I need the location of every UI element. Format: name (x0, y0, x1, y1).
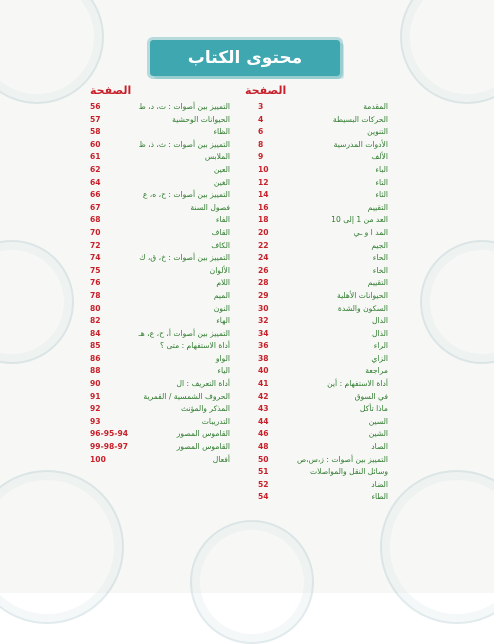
toc-entry (90, 416, 230, 429)
toc-entry-title: المذكر والمؤنث (181, 404, 230, 414)
toc-entry (258, 164, 388, 177)
toc-page-number: 16 (258, 202, 269, 212)
toc-page-number: 54 (258, 492, 269, 502)
toc-entry (258, 328, 388, 341)
toc-entry-title: التقييم (367, 202, 388, 212)
toc-page-number: 90 (90, 379, 101, 389)
toc-entry-title: الحاء (372, 253, 388, 263)
toc-entry (258, 151, 388, 164)
toc-page-number: 96-95-94 (90, 429, 129, 439)
toc-entry-title: الألف (371, 152, 388, 162)
toc-page-number: 41 (258, 379, 269, 389)
toc-page-number: 75 (90, 265, 101, 275)
toc-page-number: 70 (90, 227, 101, 237)
toc-page-number: 52 (258, 479, 269, 489)
toc-entry (258, 378, 388, 391)
toc-entry (258, 428, 388, 441)
title-banner (150, 40, 340, 76)
toc-entry-title: العين (213, 164, 230, 174)
toc-entry (258, 189, 388, 202)
toc-entry-title: أداة الاستفهام : أين (327, 379, 388, 389)
ornament-bottom-right (380, 470, 494, 624)
ornament-bottom-center (190, 520, 314, 644)
toc-entry-title: الميم (213, 290, 230, 300)
toc-entry-title: التاء (375, 177, 388, 187)
toc-entry-title: فصول السنة (190, 202, 230, 212)
toc-entry (258, 202, 388, 215)
toc-page-number: 30 (258, 303, 269, 313)
toc-entry (90, 340, 230, 353)
toc-entry-title: الجيم (371, 240, 388, 250)
toc-entry-title: الهاء (216, 316, 230, 326)
toc-entry (258, 340, 388, 353)
toc-entry-title: الحركات البسيطة (332, 114, 388, 124)
toc-page-number: 72 (90, 240, 101, 250)
toc-entry-title: التنوين (367, 127, 388, 137)
toc-page-number: 66 (90, 190, 101, 200)
toc-page-number: 20 (258, 227, 269, 237)
toc-page-number: 46 (258, 429, 269, 439)
toc-entry-title: التمييز بين أصوات أ، ح، ع، هـ (138, 328, 230, 338)
toc-entry (258, 214, 388, 227)
toc-entry-title: الضاد (371, 479, 388, 489)
toc-entry (90, 227, 230, 240)
toc-entry (90, 277, 230, 290)
toc-entry (90, 328, 230, 341)
toc-entry-title: أفعال (212, 454, 230, 464)
toc-page-number: 4 (258, 114, 264, 124)
toc-entry-title: الدال (371, 316, 388, 326)
toc-page-number: 91 (90, 391, 101, 401)
toc-entry (90, 202, 230, 215)
toc-page-number: 14 (258, 190, 269, 200)
toc-entry-title: الألوان (209, 265, 230, 275)
toc-page-number: 29 (258, 290, 269, 300)
toc-entry (258, 315, 388, 328)
toc-entry (90, 189, 230, 202)
toc-page-number: 84 (90, 328, 101, 338)
toc-page-number: 40 (258, 366, 269, 376)
toc-entry (90, 265, 230, 278)
toc-entry (90, 139, 230, 152)
toc-entry-title: السين (368, 416, 388, 426)
toc-entry (258, 454, 388, 467)
toc-entry-title: التمييز بين أصوات : ت، د، ط (138, 102, 230, 111)
toc-page-number: 38 (258, 353, 269, 363)
toc-entry (90, 303, 230, 316)
toc-entry-title: الطاء (371, 492, 388, 502)
toc-page-number: 100 (90, 454, 106, 464)
toc-entry-title: التقييم (367, 278, 388, 288)
left-column-page-header: الصفحة (90, 84, 132, 97)
toc-page-number: 76 (90, 278, 101, 288)
right-column-page-header: الصفحة (245, 84, 287, 97)
toc-entry-title: الراء (373, 341, 388, 351)
toc-page-number: 57 (90, 114, 101, 124)
toc-page-number: 67 (90, 202, 101, 212)
toc-entry-title: النون (213, 303, 230, 313)
toc-page-number: 68 (90, 215, 101, 225)
ornament-top-right (400, 0, 494, 104)
toc-entry-title: مراجعة (365, 366, 388, 376)
ornament-mid-right (420, 240, 494, 364)
toc-entry-title: المد ا و ـي (353, 227, 388, 237)
toc-entry-title: الغين (213, 177, 230, 187)
toc-page-number: 62 (90, 164, 101, 174)
toc-page-number: 50 (258, 454, 269, 464)
toc-entry-title: القاف (211, 227, 230, 237)
toc-entry-title: الثاء (375, 190, 388, 200)
toc-entry (258, 479, 388, 492)
toc-page-number: 58 (90, 127, 101, 137)
toc-entry (90, 126, 230, 139)
toc-page-number: 43 (258, 404, 269, 414)
toc-page-number: 85 (90, 341, 101, 351)
toc-page-number: 34 (258, 328, 269, 338)
toc-entry (258, 491, 388, 504)
toc-entry (90, 240, 230, 253)
toc-entry-title: في السوق (354, 391, 388, 401)
toc-left-column (90, 101, 230, 466)
toc-entry-title: الحيوانات الأهلية (337, 290, 388, 300)
toc-entry (258, 403, 388, 416)
toc-entry-title: الكاف (211, 240, 230, 250)
toc-entry (258, 303, 388, 316)
toc-page-number: 56 (90, 102, 101, 111)
toc-entry (258, 265, 388, 278)
toc-entry (258, 252, 388, 265)
toc-page-number: 8 (258, 139, 264, 149)
toc-entry-title: التدريبات (201, 416, 230, 426)
page-title: محتوى الكتاب (187, 48, 303, 68)
toc-page-number: 51 (258, 467, 269, 477)
toc-entry (258, 365, 388, 378)
toc-page-number: 82 (90, 316, 101, 326)
ornament-mid-left (0, 240, 74, 364)
toc-entry-title: أداة التعريف : ال (176, 379, 230, 389)
toc-page-number: 9 (258, 152, 264, 162)
toc-entry-title: الملابس (204, 152, 230, 162)
toc-page-number: 60 (90, 139, 101, 149)
toc-page-number: 93 (90, 416, 101, 426)
toc-entry (90, 378, 230, 391)
toc-entry (258, 101, 388, 114)
toc-page-number: 64 (90, 177, 101, 187)
toc-page-number: 26 (258, 265, 269, 275)
toc-entry-title: التمييز بين أصوات : خ، ق، ك (139, 253, 230, 263)
toc-entry-title: الباء (375, 164, 388, 174)
toc-entry (258, 416, 388, 429)
toc-page-number: 48 (258, 442, 269, 452)
toc-page-number: 78 (90, 290, 101, 300)
toc-entry (258, 227, 388, 240)
toc-entry-title: أداة الاستفهام : متى ؟ (160, 341, 230, 351)
toc-entry (90, 315, 230, 328)
toc-entry-title: وسائل النقل والمواصلات (310, 467, 388, 477)
toc-entry-title: التمييز بين أصوات : ز،س،ص (296, 454, 388, 464)
toc-entry (90, 252, 230, 265)
toc-entry-title: اللام (216, 278, 230, 288)
toc-page-number: 12 (258, 177, 269, 187)
toc-page-number: 99-98-97 (90, 442, 129, 452)
toc-page-number: 86 (90, 353, 101, 363)
toc-page-number: 10 (258, 164, 269, 174)
toc-entry (258, 290, 388, 303)
toc-entry (258, 177, 388, 190)
toc-page-number: 92 (90, 404, 101, 414)
toc-entry (90, 428, 230, 441)
toc-entry (258, 353, 388, 366)
toc-entry-title: الشين (368, 429, 388, 439)
toc-entry (90, 164, 230, 177)
toc-entry (90, 114, 230, 127)
toc-entry-title: الحروف الشمسية / القمرية (143, 391, 230, 401)
toc-page-number: 32 (258, 316, 269, 326)
toc-page-number: 18 (258, 215, 269, 225)
toc-page-number: 22 (258, 240, 269, 250)
toc-entry-title: الزاي (371, 353, 388, 363)
toc-entry (90, 353, 230, 366)
toc-page-number: 61 (90, 152, 101, 162)
toc-entry (258, 240, 388, 253)
toc-entry (258, 391, 388, 404)
toc-entry (90, 214, 230, 227)
toc-entry (258, 466, 388, 479)
toc-entry (258, 441, 388, 454)
toc-entry (90, 177, 230, 190)
toc-entry-title: التمييز بين أصوات : ح، ه، ع (142, 190, 230, 200)
toc-page-number: 24 (258, 253, 269, 263)
toc-entry-title: الواو (215, 353, 230, 363)
toc-page-number: 88 (90, 366, 101, 376)
toc-page-number: 42 (258, 391, 269, 401)
ornament-top-left (0, 0, 104, 104)
toc-page-number: 3 (258, 102, 264, 111)
toc-entry-title: المقدمة (363, 102, 388, 111)
toc-entry-title: الظاء (213, 127, 230, 137)
toc-entry (258, 114, 388, 127)
toc-entry-title: الفاء (215, 215, 230, 225)
toc-right-column (258, 101, 388, 504)
toc-entry (258, 126, 388, 139)
toc-entry-title: السكون والشدة (337, 303, 388, 313)
toc-entry-title: القاموس المصور (176, 442, 230, 452)
toc-entry (258, 277, 388, 290)
toc-entry (90, 365, 230, 378)
toc-entry-title: الياء (217, 366, 230, 376)
ornament-bottom-left (0, 470, 124, 624)
toc-page-number: 6 (258, 127, 264, 137)
toc-entry (90, 403, 230, 416)
toc-entry (258, 139, 388, 152)
toc-page-number: 36 (258, 341, 269, 351)
toc-entry-title: الذال (371, 328, 388, 338)
toc-page-number: 74 (90, 253, 101, 263)
toc-entry (90, 391, 230, 404)
toc-entry-title: الخاء (372, 265, 388, 275)
toc-page-number: 44 (258, 416, 269, 426)
toc-entry-title: القاموس المصور (176, 429, 230, 439)
toc-entry (90, 151, 230, 164)
toc-entry-title: التمييز بين أصوات : ث، ذ، ظ (138, 139, 230, 149)
toc-entry-title: العد من 1 إلى 10 (331, 215, 388, 225)
toc-entry (90, 101, 230, 114)
toc-entry-title: الصاد (371, 442, 388, 452)
toc-entry-title: الحيوانات الوحشية (172, 114, 230, 124)
toc-page-number: 80 (90, 303, 101, 313)
toc-entry (90, 290, 230, 303)
toc-entry (90, 441, 230, 454)
toc-entry (90, 454, 230, 467)
toc-entry-title: ماذا تأكل (359, 404, 388, 414)
toc-entry-title: الأدوات المدرسية (333, 139, 388, 149)
toc-page-number: 28 (258, 278, 269, 288)
